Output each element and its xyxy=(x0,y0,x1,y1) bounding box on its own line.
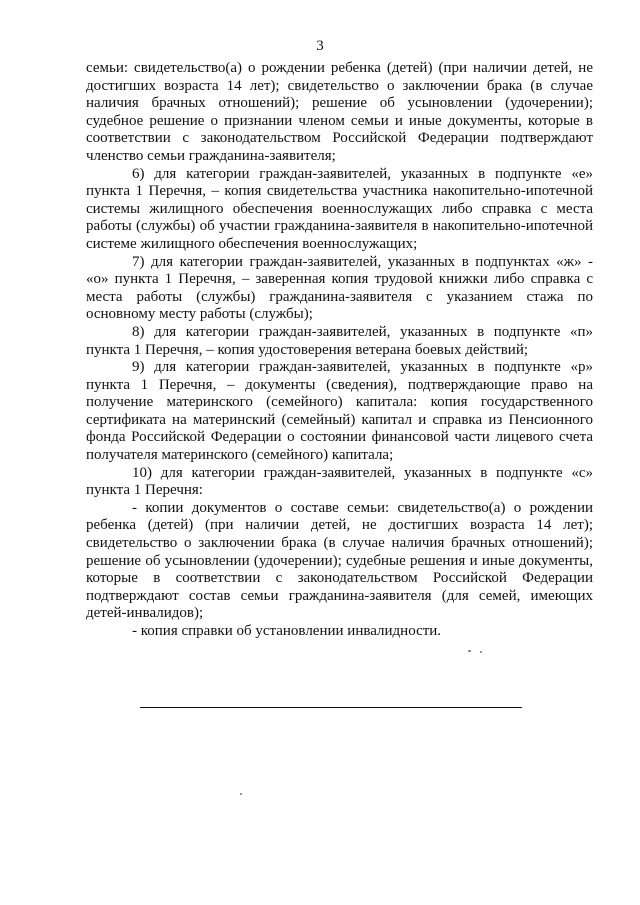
paragraph-item-10: 10) для категории граждан-заявителей, указанных в подпункте «с» пункта 1 Перечня: xyxy=(86,464,593,499)
end-of-document-rule xyxy=(140,707,522,708)
paragraph-item-6: 6) для категории граждан-заявителей, указанных в подпункте «е» пункта 1 Перечня, – копия свидетельства участника накопительно-ипотечной системы жилищного обеспечения военнослужащих либо справка с места работы (службы) об участии гражданина-заявителя в накопительно-ипотечной системе жилищного обеспечения военнослужащих; xyxy=(86,165,593,252)
paragraph-item-7: 7) для категории граждан-заявителей, указанных в подпунктах «ж» - «о» пункта 1 Перечня, – заверенная копия трудовой книжки либо справка с места работы (службы) гражданина-заявителя с указанием стажа по основному месту работы (службы); xyxy=(86,253,593,323)
scan-speck xyxy=(240,793,242,795)
scan-speck xyxy=(480,651,482,653)
paragraph-item-10-family-documents: - копии документов о составе семьи: свидетельство(а) о рождении ребенка (детей) (при наличии детей, не достигших возраста 14 лет); свидетельство о заключении брака (в случае наличия брачных отношений); решение об усыновлении (удочерении); судебные решения и иные документы, которые в соответствии с законодательством Российской Федерации подтверждают состав семьи гражданина-заявителя (для семей, имеющих детей-инвалидов); xyxy=(86,499,593,622)
paragraph-item-8: 8) для категории граждан-заявителей, указанных в подпункте «п» пункта 1 Перечня, – копия удостоверения ветерана боевых действий; xyxy=(86,323,593,358)
page-number: 3 xyxy=(316,38,324,54)
paragraph-family-documents-continued: семьи: свидетельство(а) о рождении ребенка (детей) (при наличии детей, не достигших возраста 14 лет); свидетельство о заключении брака (в случае наличия брачных отношений); решение об усыновлении (удочерении); судебное решение о признании членом семьи и иные документы, которые в соответствии с законодательством Российской Федерации подтверждают членство семьи гражданина-заявителя; xyxy=(86,60,593,164)
scan-speck xyxy=(468,650,471,652)
paragraph-item-10-disability-certificate: - копия справки об установлении инвалидности. xyxy=(132,623,442,639)
paragraph-item-9: 9) для категории граждан-заявителей, указанных в подпункте «р» пункта 1 Перечня, – документы (сведения), подтверждающие право на получение материнского (семейного) капитала: копия государственного сертификата на материнский (семейный) капитал и справка из Пенсионного фонда Российской Федерации о состоянии финансовой части лицевого счета получателя материнского (семейного) капитала; xyxy=(86,359,593,464)
document-body xyxy=(86,60,593,641)
